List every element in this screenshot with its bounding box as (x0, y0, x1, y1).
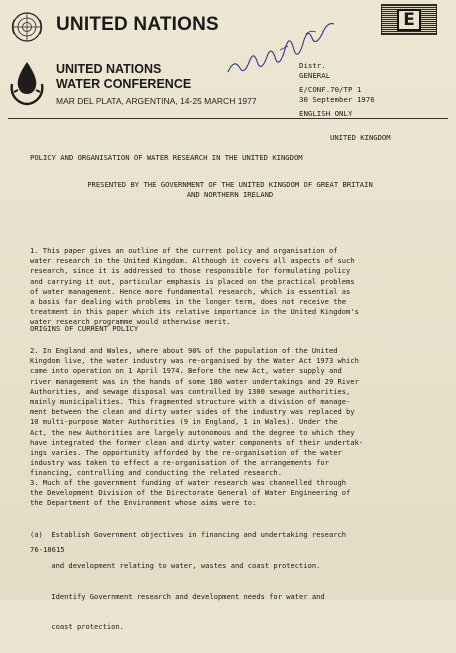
text-line: the Department of the Environment whose aims were to: (30, 498, 257, 508)
document-symbol: E/CONF.70/TP 1 (299, 85, 362, 95)
text-line: financing, controlling and conducting the related research. (30, 468, 282, 478)
distr-general: GENERAL (299, 70, 331, 80)
paragraph-2 (30, 346, 440, 479)
text-line: water research in the United Kingdom. Although it covers all aspects of such (30, 256, 355, 266)
presented-line: PRESENTED BY THE GOVERNMENT OF THE UNITED KINGDOM OF GREAT BRITAIN (87, 180, 373, 189)
presented-line: AND NORTHERN IRELAND (186, 190, 274, 199)
language-badge-letter: E (397, 9, 421, 31)
paragraph-3 (30, 478, 440, 509)
conference-line2: WATER CONFERENCE (56, 77, 192, 91)
text-line: (a) Establish Government objectives in financing and undertaking research (30, 530, 347, 540)
text-line: water research programme would otherwise merit. (30, 317, 231, 327)
text-line: of water management. Hence more fundamental research, which is essential as (30, 286, 351, 296)
text-line: coast protection. (30, 622, 124, 632)
conference-line1: UNITED NATIONS (56, 62, 162, 76)
document-number: 76-18615 (30, 545, 65, 554)
country-label: UNITED KINGDOM (330, 133, 391, 142)
text-line: came into operation on 1 April 1974. Before the new Act, water supply and (30, 366, 342, 376)
org-title: UNITED NATIONS (56, 14, 219, 35)
text-line: research, since it is addressed to those responsible for formulating policy (30, 266, 351, 276)
text-line: Kingdom live, the water industry was re-organised by the Water Act 1973 which (30, 356, 359, 366)
text-line: Identify Government research and development needs for water and (30, 591, 325, 601)
water-drop-logo-icon (8, 58, 46, 108)
text-line: ings varies. The opportunity afforded by the re-organisation of the water (30, 448, 342, 458)
list-item-a (30, 510, 440, 653)
section-heading: ORIGINS OF CURRENT POLICY (30, 324, 139, 333)
distribution-block (299, 61, 375, 119)
un-emblem-icon (10, 10, 44, 44)
document-title: POLICY AND ORGANISATION OF WATER RESEARCH IN THE UNITED KINGDOM (30, 153, 303, 162)
text-line: 2. In England and Wales, where about 90% of the population of the United (30, 346, 338, 355)
text-line: ment between the clean and dirty water sides of the industry was replaced by (30, 407, 355, 417)
paragraph-1 (30, 246, 440, 328)
language-badge (381, 4, 437, 35)
text-line: and carrying it out, particular emphasis is placed on the practical problems (30, 276, 355, 286)
presented-by (30, 180, 430, 200)
distr-label: Distr. (299, 61, 326, 70)
text-line: 10 multi-purpose Water Authorities (9 in England, 1 in Wales). Under the (30, 417, 338, 427)
conference-place: MAR DEL PLATA, ARGENTINA, 14-25 MARCH 1977 (56, 96, 257, 106)
conference-title-block (56, 62, 257, 107)
document-date: 30 September 1976 (299, 94, 375, 104)
text-line: a basis for dealing with problems in the longer term, does not receive the (30, 297, 347, 307)
text-line: industry was taken to effect a re-organisation of the arrangements for (30, 458, 329, 468)
text-line: river management was in the hands of some 180 water undertakings and 29 River (30, 376, 359, 386)
text-line: have integrated the former clean and dirty water components of their undertak- (30, 437, 364, 447)
text-line: Authorities, and sewage disposal was controlled by 1300 sewage authorities, (30, 386, 351, 396)
text-line: Act, the new Authorities are largely autonomous and the degree to which they (30, 427, 355, 437)
text-line: the Development Division of the Directorate General of Water Engineering of (30, 488, 351, 498)
text-line: mainly municipalities. This fragmented structure with a division of manage- (30, 397, 351, 407)
header-divider (8, 118, 448, 119)
text-line: treatment in this paper which its relative importance in the United Kingdom's (30, 307, 359, 317)
text-line: 3. Much of the government funding of water research was channelled through (30, 478, 347, 487)
text-line: 1. This paper gives an outline of the current policy and organisation of (30, 246, 338, 255)
text-line: and development relating to water, wastes and coast protection. (30, 561, 321, 571)
language-note: ENGLISH ONLY (299, 109, 353, 119)
